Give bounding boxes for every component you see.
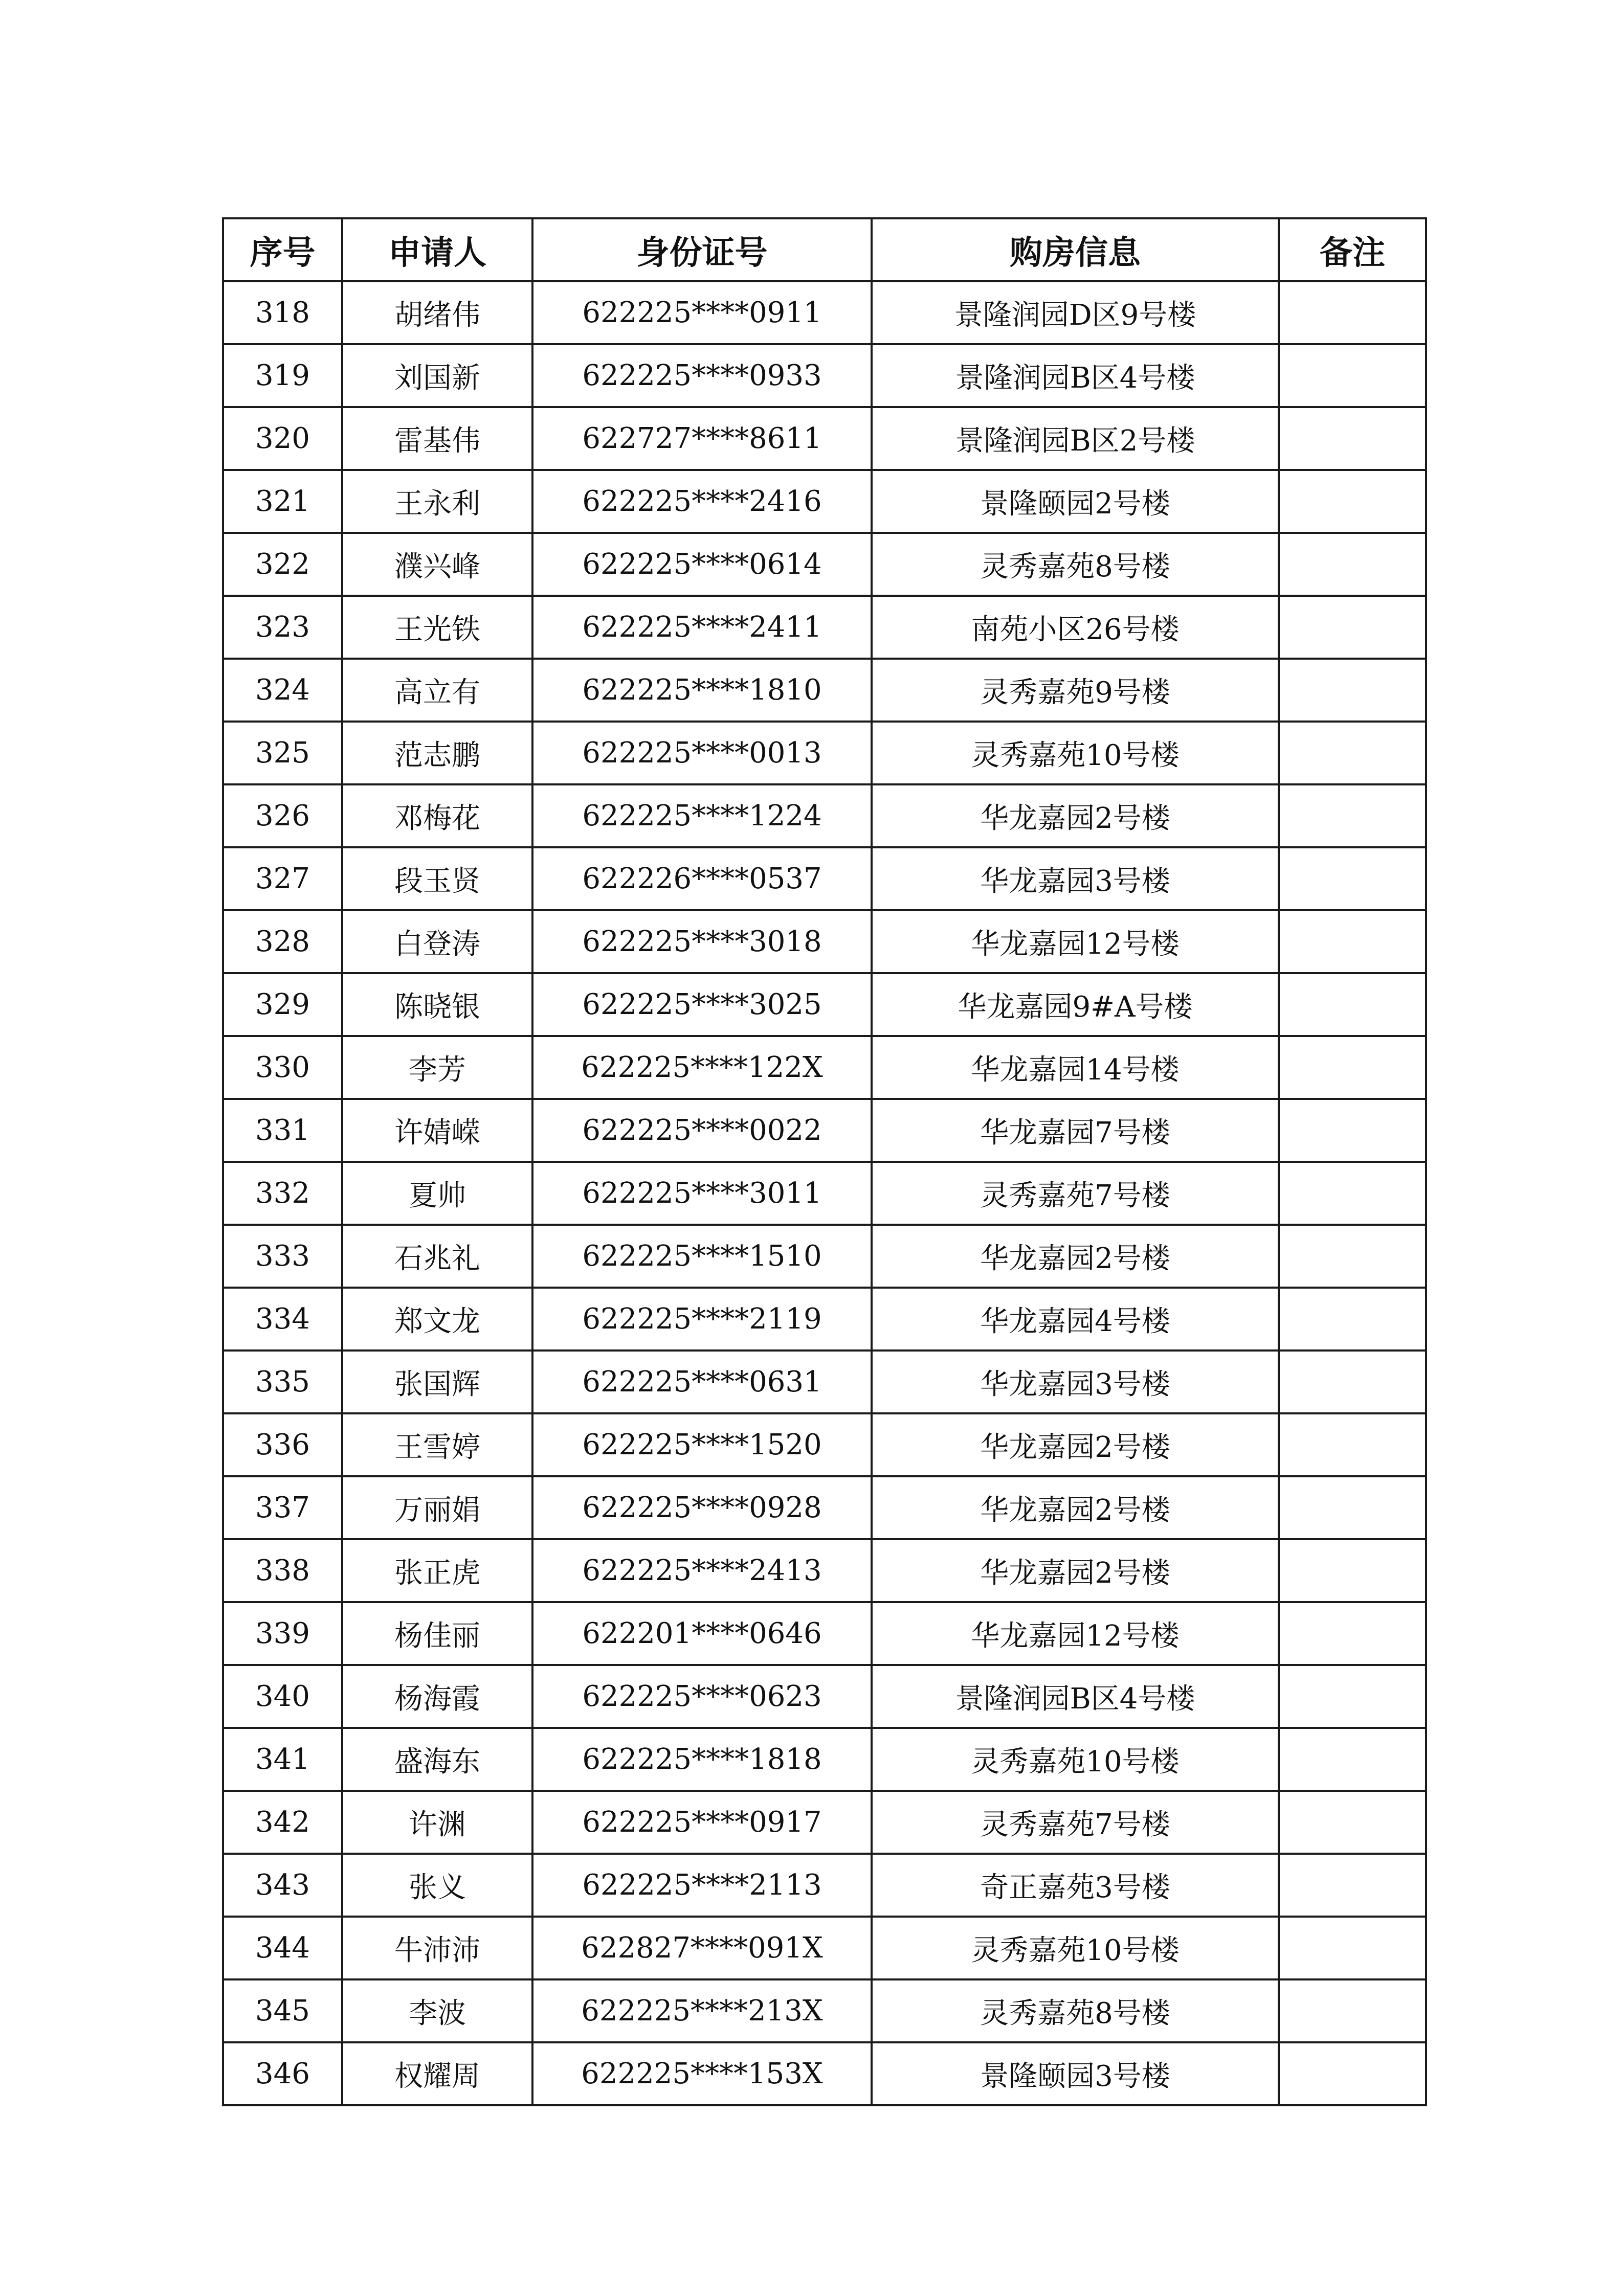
cell-id-number: 622727****8611 <box>532 407 872 470</box>
header-applicant: 申请人 <box>342 218 532 281</box>
cell-applicant: 杨海霞 <box>342 1665 532 1728</box>
table-row <box>223 470 1426 533</box>
cell-remarks <box>1279 470 1426 533</box>
table-row <box>223 1413 1426 1476</box>
cell-serial-number: 340 <box>223 1665 342 1728</box>
cell-id-number: 622225****0022 <box>532 1099 872 1162</box>
table-row <box>223 784 1426 847</box>
cell-housing-info: 景隆润园B区2号楼 <box>872 407 1279 470</box>
cell-serial-number: 341 <box>223 1728 342 1791</box>
cell-housing-info: 灵秀嘉苑8号楼 <box>872 533 1279 596</box>
cell-applicant: 刘国新 <box>342 344 532 407</box>
cell-serial-number: 346 <box>223 2042 342 2105</box>
cell-remarks <box>1279 1665 1426 1728</box>
cell-housing-info: 华龙嘉园2号楼 <box>872 1225 1279 1288</box>
cell-id-number: 622226****0537 <box>532 847 872 910</box>
cell-applicant: 白登涛 <box>342 910 532 973</box>
cell-id-number: 622225****213X <box>532 1979 872 2042</box>
cell-serial-number: 330 <box>223 1036 342 1099</box>
cell-id-number: 622225****0911 <box>532 281 872 344</box>
cell-serial-number: 335 <box>223 1350 342 1413</box>
cell-serial-number: 332 <box>223 1162 342 1225</box>
cell-id-number: 622225****0013 <box>532 722 872 784</box>
cell-id-number: 622225****0917 <box>532 1791 872 1854</box>
cell-remarks <box>1279 1413 1426 1476</box>
table-row <box>223 910 1426 973</box>
cell-remarks <box>1279 1476 1426 1539</box>
cell-applicant: 王永利 <box>342 470 532 533</box>
cell-id-number: 622225****1520 <box>532 1413 872 1476</box>
cell-housing-info: 华龙嘉园9#A号楼 <box>872 973 1279 1036</box>
cell-serial-number: 320 <box>223 407 342 470</box>
cell-remarks <box>1279 344 1426 407</box>
table-row <box>223 659 1426 722</box>
table-row <box>223 344 1426 407</box>
cell-id-number: 622225****2113 <box>532 1854 872 1917</box>
cell-housing-info: 灵秀嘉苑9号楼 <box>872 659 1279 722</box>
cell-applicant: 雷基伟 <box>342 407 532 470</box>
cell-id-number: 622225****3018 <box>532 910 872 973</box>
cell-housing-info: 景隆润园B区4号楼 <box>872 1665 1279 1728</box>
cell-remarks <box>1279 2042 1426 2105</box>
cell-applicant: 王雪婷 <box>342 1413 532 1476</box>
table-row <box>223 1917 1426 1979</box>
cell-applicant: 段玉贤 <box>342 847 532 910</box>
table-row <box>223 596 1426 659</box>
cell-serial-number: 338 <box>223 1539 342 1602</box>
cell-remarks <box>1279 659 1426 722</box>
cell-housing-info: 华龙嘉园2号楼 <box>872 784 1279 847</box>
cell-serial-number: 321 <box>223 470 342 533</box>
cell-applicant: 盛海东 <box>342 1728 532 1791</box>
cell-remarks <box>1279 1791 1426 1854</box>
cell-serial-number: 325 <box>223 722 342 784</box>
cell-id-number: 622225****2119 <box>532 1288 872 1350</box>
cell-id-number: 622225****0933 <box>532 344 872 407</box>
cell-housing-info: 灵秀嘉苑8号楼 <box>872 1979 1279 2042</box>
table-row <box>223 973 1426 1036</box>
table-row <box>223 533 1426 596</box>
cell-id-number: 622225****1510 <box>532 1225 872 1288</box>
cell-remarks <box>1279 1854 1426 1917</box>
cell-housing-info: 华龙嘉园3号楼 <box>872 847 1279 910</box>
cell-applicant: 万丽娟 <box>342 1476 532 1539</box>
cell-housing-info: 南苑小区26号楼 <box>872 596 1279 659</box>
cell-serial-number: 327 <box>223 847 342 910</box>
cell-id-number: 622225****2416 <box>532 470 872 533</box>
cell-serial-number: 333 <box>223 1225 342 1288</box>
cell-housing-info: 华龙嘉园2号楼 <box>872 1413 1279 1476</box>
table-row <box>223 1979 1426 2042</box>
table-row <box>223 2042 1426 2105</box>
cell-remarks <box>1279 1099 1426 1162</box>
table-row <box>223 1791 1426 1854</box>
cell-housing-info: 华龙嘉园4号楼 <box>872 1288 1279 1350</box>
cell-applicant: 郑文龙 <box>342 1288 532 1350</box>
cell-housing-info: 华龙嘉园2号楼 <box>872 1476 1279 1539</box>
cell-remarks <box>1279 533 1426 596</box>
table-row <box>223 1665 1426 1728</box>
cell-applicant: 濮兴峰 <box>342 533 532 596</box>
cell-remarks <box>1279 910 1426 973</box>
cell-serial-number: 331 <box>223 1099 342 1162</box>
table-row <box>223 407 1426 470</box>
table-row <box>223 1288 1426 1350</box>
cell-remarks <box>1279 1602 1426 1665</box>
cell-id-number: 622225****0928 <box>532 1476 872 1539</box>
cell-serial-number: 326 <box>223 784 342 847</box>
header-id-number: 身份证号 <box>532 218 872 281</box>
cell-id-number: 622225****0631 <box>532 1350 872 1413</box>
cell-housing-info: 华龙嘉园12号楼 <box>872 910 1279 973</box>
cell-serial-number: 345 <box>223 1979 342 2042</box>
cell-housing-info: 景隆润园D区9号楼 <box>872 281 1279 344</box>
table-row <box>223 281 1426 344</box>
cell-applicant: 李芳 <box>342 1036 532 1099</box>
cell-housing-info: 华龙嘉园14号楼 <box>872 1036 1279 1099</box>
cell-applicant: 张国辉 <box>342 1350 532 1413</box>
table-body <box>223 281 1426 2105</box>
cell-serial-number: 322 <box>223 533 342 596</box>
table-row <box>223 1350 1426 1413</box>
header-serial-number: 序号 <box>223 218 342 281</box>
cell-serial-number: 343 <box>223 1854 342 1917</box>
cell-id-number: 622225****0614 <box>532 533 872 596</box>
cell-serial-number: 339 <box>223 1602 342 1665</box>
cell-remarks <box>1279 1917 1426 1979</box>
table-row <box>223 847 1426 910</box>
cell-remarks <box>1279 1288 1426 1350</box>
cell-id-number: 622225****2413 <box>532 1539 872 1602</box>
cell-applicant: 邓梅花 <box>342 784 532 847</box>
cell-serial-number: 336 <box>223 1413 342 1476</box>
cell-id-number: 622225****0623 <box>532 1665 872 1728</box>
cell-applicant: 张义 <box>342 1854 532 1917</box>
cell-housing-info: 奇正嘉苑3号楼 <box>872 1854 1279 1917</box>
cell-applicant: 范志鹏 <box>342 722 532 784</box>
cell-remarks <box>1279 1728 1426 1791</box>
cell-remarks <box>1279 847 1426 910</box>
cell-remarks <box>1279 1036 1426 1099</box>
cell-remarks <box>1279 1979 1426 2042</box>
table-row <box>223 1602 1426 1665</box>
cell-applicant: 许婧嵘 <box>342 1099 532 1162</box>
cell-housing-info: 华龙嘉园7号楼 <box>872 1099 1279 1162</box>
cell-serial-number: 337 <box>223 1476 342 1539</box>
cell-id-number: 622225****122X <box>532 1036 872 1099</box>
cell-id-number: 622225****1224 <box>532 784 872 847</box>
cell-remarks <box>1279 596 1426 659</box>
cell-housing-info: 景隆润园B区4号楼 <box>872 344 1279 407</box>
cell-id-number: 622225****1818 <box>532 1728 872 1791</box>
cell-remarks <box>1279 1162 1426 1225</box>
cell-serial-number: 319 <box>223 344 342 407</box>
cell-housing-info: 灵秀嘉苑10号楼 <box>872 1917 1279 1979</box>
cell-housing-info: 灵秀嘉苑10号楼 <box>872 1728 1279 1791</box>
cell-remarks <box>1279 722 1426 784</box>
cell-remarks <box>1279 1350 1426 1413</box>
cell-applicant: 牛沛沛 <box>342 1917 532 1979</box>
table-row <box>223 1036 1426 1099</box>
cell-applicant: 胡绪伟 <box>342 281 532 344</box>
cell-applicant: 许渊 <box>342 1791 532 1854</box>
cell-remarks <box>1279 973 1426 1036</box>
table-row <box>223 1854 1426 1917</box>
applicant-table <box>222 217 1427 2106</box>
cell-remarks <box>1279 784 1426 847</box>
table-row <box>223 1539 1426 1602</box>
table-header-row <box>223 218 1426 281</box>
table-row <box>223 1728 1426 1791</box>
cell-applicant: 石兆礼 <box>342 1225 532 1288</box>
cell-applicant: 王光铁 <box>342 596 532 659</box>
cell-applicant: 陈晓银 <box>342 973 532 1036</box>
header-remarks: 备注 <box>1279 218 1426 281</box>
table-row <box>223 1099 1426 1162</box>
cell-applicant: 杨佳丽 <box>342 1602 532 1665</box>
cell-applicant: 权耀周 <box>342 2042 532 2105</box>
cell-serial-number: 329 <box>223 973 342 1036</box>
cell-id-number: 622225****153X <box>532 2042 872 2105</box>
cell-housing-info: 华龙嘉园12号楼 <box>872 1602 1279 1665</box>
cell-remarks <box>1279 1539 1426 1602</box>
cell-housing-info: 灵秀嘉苑7号楼 <box>872 1162 1279 1225</box>
cell-id-number: 622225****2411 <box>532 596 872 659</box>
cell-serial-number: 324 <box>223 659 342 722</box>
header-housing-info: 购房信息 <box>872 218 1279 281</box>
cell-id-number: 622225****3011 <box>532 1162 872 1225</box>
table-row <box>223 1476 1426 1539</box>
cell-applicant: 李波 <box>342 1979 532 2042</box>
cell-housing-info: 华龙嘉园2号楼 <box>872 1539 1279 1602</box>
cell-housing-info: 灵秀嘉苑7号楼 <box>872 1791 1279 1854</box>
cell-housing-info: 华龙嘉园3号楼 <box>872 1350 1279 1413</box>
cell-housing-info: 灵秀嘉苑10号楼 <box>872 722 1279 784</box>
cell-serial-number: 344 <box>223 1917 342 1979</box>
cell-serial-number: 342 <box>223 1791 342 1854</box>
cell-serial-number: 323 <box>223 596 342 659</box>
cell-id-number: 622225****3025 <box>532 973 872 1036</box>
table-row <box>223 722 1426 784</box>
cell-housing-info: 景隆颐园3号楼 <box>872 2042 1279 2105</box>
cell-serial-number: 334 <box>223 1288 342 1350</box>
cell-id-number: 622225****1810 <box>532 659 872 722</box>
table-row <box>223 1162 1426 1225</box>
cell-serial-number: 328 <box>223 910 342 973</box>
table-row <box>223 1225 1426 1288</box>
cell-applicant: 张正虎 <box>342 1539 532 1602</box>
cell-remarks <box>1279 407 1426 470</box>
cell-applicant: 高立有 <box>342 659 532 722</box>
cell-remarks <box>1279 281 1426 344</box>
cell-serial-number: 318 <box>223 281 342 344</box>
cell-remarks <box>1279 1225 1426 1288</box>
cell-id-number: 622827****091X <box>532 1917 872 1979</box>
cell-applicant: 夏帅 <box>342 1162 532 1225</box>
cell-id-number: 622201****0646 <box>532 1602 872 1665</box>
cell-housing-info: 景隆颐园2号楼 <box>872 470 1279 533</box>
